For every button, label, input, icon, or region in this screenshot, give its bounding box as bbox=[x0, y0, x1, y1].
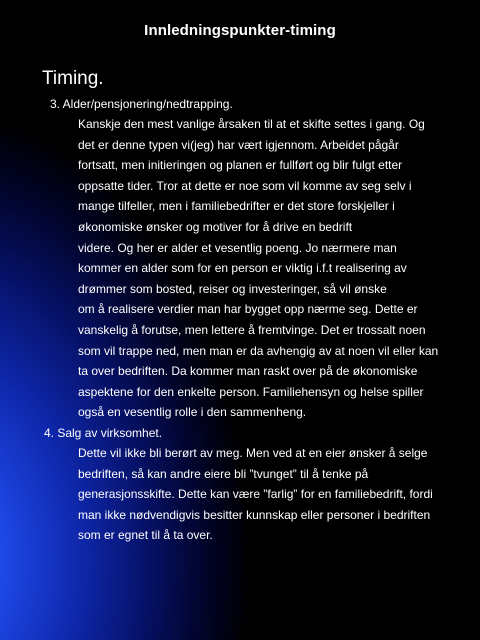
paragraph-line: som er egnet til å ta over. bbox=[78, 528, 213, 543]
paragraph-line: om å realisere verdier man har bygget opp nærme seg. Dette er bbox=[78, 302, 418, 317]
paragraph-line: aspektene for den enkelte person. Familiehensyn og helse spiller bbox=[78, 384, 424, 399]
paragraph-line: vanskelig å forutse, men lettere å fremtvinge. Det er trossalt noen bbox=[78, 322, 426, 337]
paragraph-line: også en vesentlig rolle i den sammenheng. bbox=[78, 405, 307, 420]
item-3-label: 3. Alder/pensjonering/nedtrapping. bbox=[50, 97, 233, 111]
item-3-paragraph bbox=[44, 114, 464, 423]
paragraph-line: man ikke nødvendigvis besitter kunnskap eller personer i bedriften bbox=[78, 507, 431, 522]
paragraph-line: mange tilfeller, men i familiebedrifter er det store forskjeller i bbox=[78, 199, 395, 214]
paragraph-line: videre. Og her er alder et vesentlig poeng. Jo nærmere man bbox=[78, 240, 397, 255]
paragraph-line: drømmer som bosted, reiser og investeringer, så vil ønske bbox=[78, 281, 387, 296]
item-4-paragraph bbox=[44, 443, 464, 546]
section-heading: Timing. bbox=[42, 68, 104, 89]
slide-body bbox=[44, 94, 464, 546]
paragraph-line: det er denne typen vi(jeg) har vært igjennom. Arbeidet pågår bbox=[78, 137, 399, 152]
paragraph-line: fortsatt, men initieringen og planen er fullført og blir fulgt etter bbox=[78, 158, 403, 173]
paragraph-line: økonomiske ønsker og motiver for å drive en bedrift bbox=[78, 219, 353, 234]
paragraph-line: kommer en alder som for en person er viktig i.f.t realisering av bbox=[78, 261, 407, 276]
paragraph-line: generasjonsskifte. Dette kan være ”farlig” for en familiebedrift, fordi bbox=[78, 487, 433, 502]
paragraph-line: ta over bedriften. Da kommer man raskt over på de økonomiske bbox=[78, 364, 418, 379]
item-4-label: 4. Salg av virksomhet. bbox=[44, 425, 163, 440]
paragraph-line: som vil trappe ned, men man er da avhengig av at noen vil eller kan bbox=[78, 343, 439, 358]
paragraph-line: bedriften, så kan andre eiere bli ”tvunget” til å tenke på bbox=[78, 466, 369, 481]
paragraph-line: Kanskje den mest vanlige årsaken til at et skifte settes i gang. Og bbox=[78, 117, 425, 131]
paragraph-line: oppsatte tider. Tror at dette er noe som vil komme av seg selv i bbox=[78, 178, 412, 193]
slide-title: Innledningspunkter-timing bbox=[144, 22, 336, 39]
paragraph-line: Dette vil ikke bli berørt av meg. Men ved at en eier ønsker å selge bbox=[78, 445, 428, 460]
